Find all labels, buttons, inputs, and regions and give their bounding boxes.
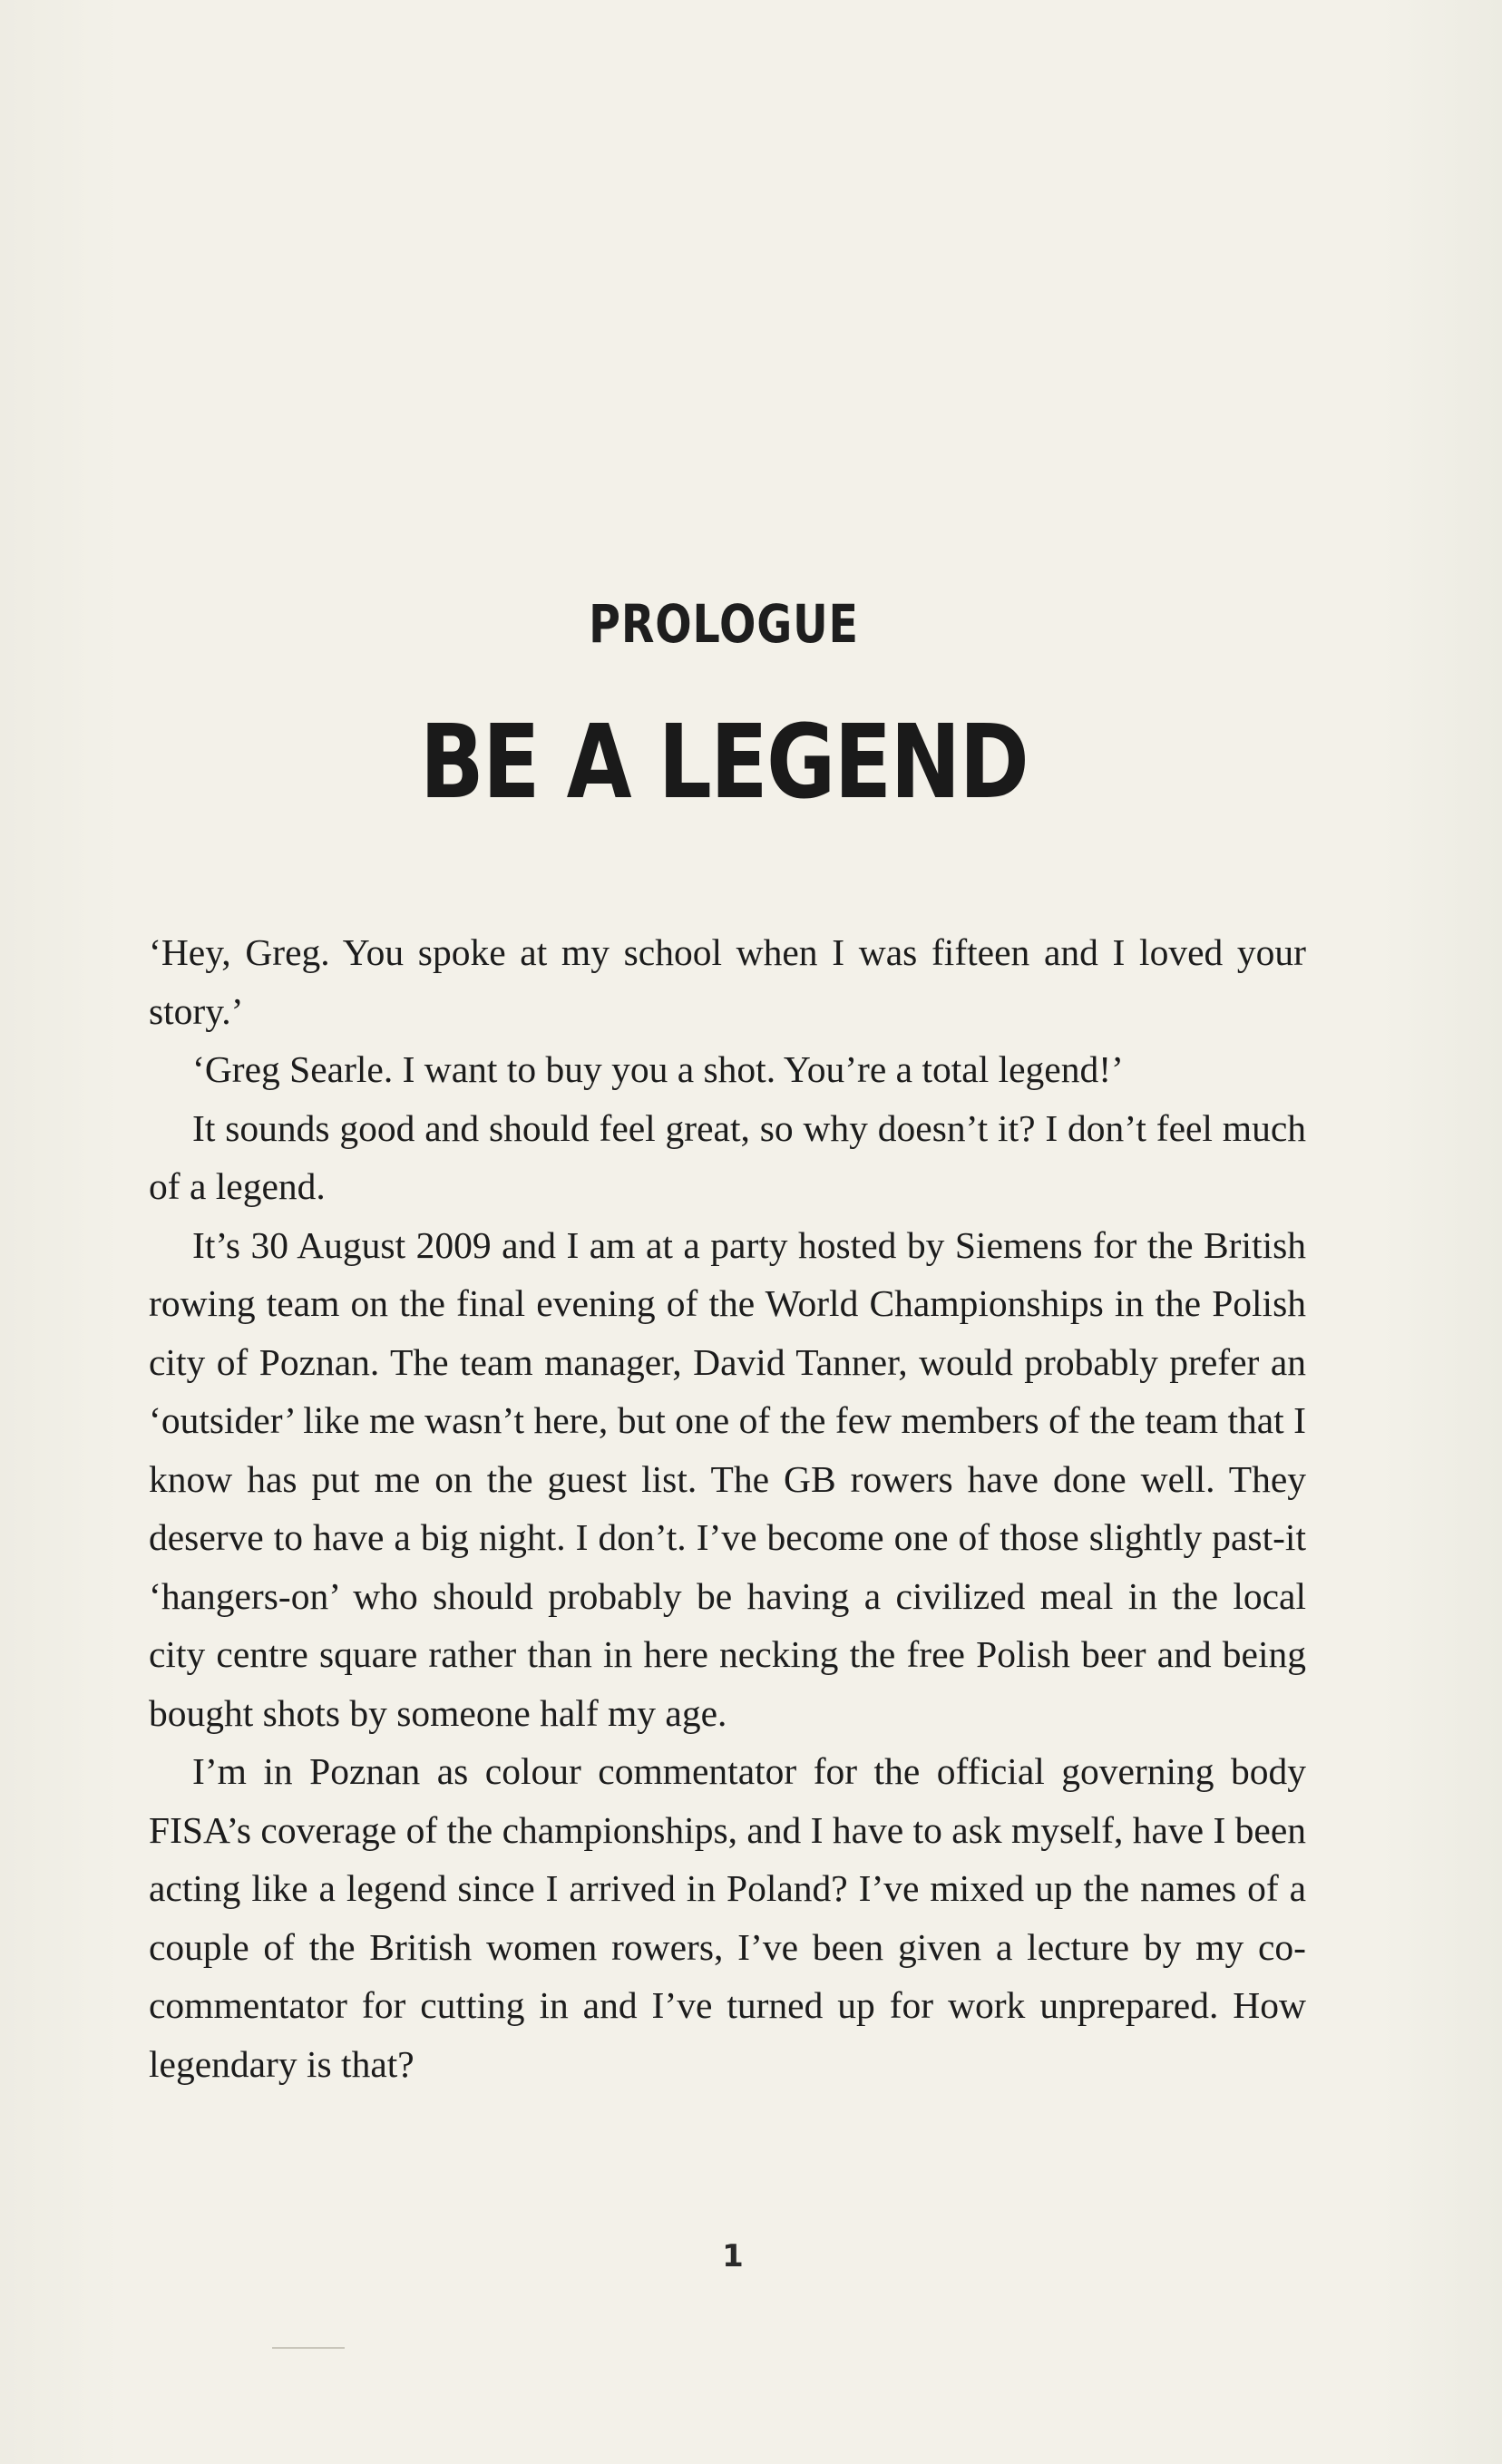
- paragraph-3: It sounds good and should feel great, so why doesn’t it? I don’t feel much of a legend.: [149, 1106, 1306, 1207]
- body-text: [149, 923, 1306, 2093]
- paragraph-1: ‘Hey, Greg. You spoke at my school when I was fifteen and I loved your story.’: [149, 931, 1306, 1032]
- page-number: 1: [722, 2238, 744, 2274]
- pencil-mark: [272, 2347, 345, 2349]
- chapter-title: BE A LEGEND: [419, 704, 1029, 822]
- paragraph-2: ‘Greg Searle. I want to buy you a shot. You’re a total legend!’: [192, 1048, 1124, 1090]
- paragraph-4: It’s 30 August 2009 and I am at a party hosted by Siemens for the British rowing team on the final evening of the World Championships in the Polish city of Poznan. The team manager, David Tanner, would probably prefer an ‘outsider’ like me wasn’t here, but one of the few members of the team that I know has put me on the guest list. The GB rowers have done well. They deserve to have a big night. I don’t. I’ve become one of those slightly past-it ‘hangers-on’ who should probably be having a civilized meal in the local city centre square rather than in here necking the free Polish beer and being bought shots by someone half my age.: [149, 1223, 1306, 1734]
- chapter-kicker: PROLOGUE: [589, 593, 859, 655]
- paragraph-5: I’m in Poznan as colour commentator for the official governing body FISA’s coverage of the championships, and I have to ask myself, have I been acting like a legend since I arrived in Poland? I’ve mixed up the names of a couple of the British women rowers, I’ve been given a lecture by my co-commentator for cutting in and I’ve turned up for work unprepared. How legendary is that?: [149, 1750, 1306, 2085]
